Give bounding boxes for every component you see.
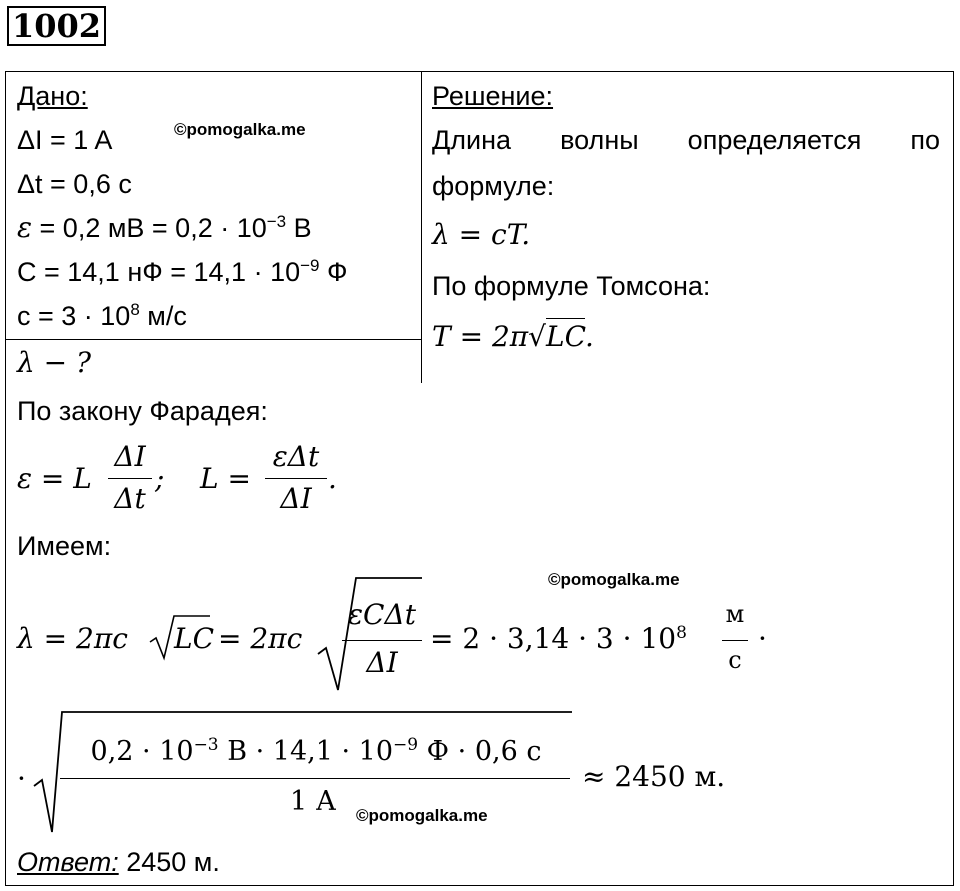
unit-numerator: м (725, 600, 745, 628)
emf-value: = 0,2 мВ = 0,2 · 10 (32, 213, 267, 243)
find-quantity: λ − ? (17, 346, 92, 379)
faraday-fraction-bar (108, 478, 152, 479)
thomson-left: T = 2π (432, 320, 529, 353)
big-eq-exponent: 8 (676, 623, 687, 643)
solution-header: Решение: (432, 81, 554, 111)
wavelength-formula: λ = cT. (432, 218, 531, 251)
row2-exponent-1: −3 (193, 735, 219, 755)
big-eq-numerator: εCΔt (348, 598, 416, 631)
light-speed-value: c = 3 · 10 (17, 301, 131, 331)
big-eq-left: λ = 2πc (17, 622, 128, 655)
emf-unit: В (286, 213, 312, 243)
given-emf (17, 212, 312, 244)
capacitance-exponent: −9 (300, 256, 320, 275)
row2-dot: · (17, 762, 26, 795)
given-current: ΔI = 1 A (17, 125, 113, 155)
given-time: Δt = 0,6 c (17, 169, 132, 199)
row2-fraction-bar (60, 778, 570, 779)
given-divider (5, 339, 422, 340)
light-speed-exponent: 8 (130, 300, 140, 319)
faraday-separator: ; (155, 462, 165, 495)
big-eq-fraction-bar (342, 640, 422, 641)
answer-value: 2450 м. (118, 847, 220, 877)
multiply-dot: · (758, 622, 767, 655)
faraday-denominator: Δt (114, 482, 146, 515)
inductance-denominator: ΔI (280, 482, 312, 515)
unit-denominator: с (728, 646, 742, 674)
column-divider (421, 71, 422, 383)
problem-number: 1002 (7, 6, 106, 46)
faraday-eq-left: ε = L (17, 462, 92, 495)
capacitance-value: C = 14,1 нФ = 14,1 · 10 (17, 257, 301, 287)
given-header: Дано: (17, 81, 88, 111)
row2-numerator (62, 736, 570, 767)
big-eq-radicand: LC (174, 622, 215, 655)
answer-label: Ответ: (17, 847, 119, 877)
inductance-fraction-bar (265, 478, 327, 479)
imeem-label: Имеем: (17, 531, 112, 561)
thomson-radicand: LC (546, 320, 586, 353)
big-eq-mid: = 2πc (218, 622, 303, 655)
solution-line-1: Длина волны определяется по (432, 125, 940, 155)
faraday-numerator: ΔI (114, 440, 146, 473)
big-eq-right (430, 622, 687, 655)
row2-result: ≈ 2450 м. (582, 760, 726, 793)
answer-line (17, 846, 220, 878)
row2-denominator: 1 А (290, 786, 337, 817)
given-capacitance (17, 256, 348, 288)
capacitance-unit: Ф (319, 257, 348, 287)
thomson-formula (432, 320, 594, 353)
given-light-speed (17, 300, 187, 332)
solution-line-3: По формуле Томсона: (432, 271, 711, 301)
solution-line-2: формуле: (432, 171, 555, 201)
row2-numerator-b: В · 14,1 · 10 (218, 736, 394, 767)
row2-numerator-c: Ф · 0,6 с (418, 736, 542, 767)
unit-fraction-bar (722, 640, 748, 641)
row2-numerator-a: 0,2 · 10 (90, 736, 194, 767)
sqrt-icon: √ (528, 320, 546, 353)
emf-symbol: ε (17, 211, 33, 244)
big-eq-denominator: ΔI (366, 646, 398, 679)
light-speed-unit: м/с (139, 301, 187, 331)
big-eq-right-value: = 2 · 3,14 · 3 · 10 (430, 622, 677, 655)
inductance-eq-left: L = (200, 462, 251, 495)
watermark-3: ©pomogalka.me (356, 806, 488, 825)
inductance-numerator: εΔt (272, 440, 320, 473)
faraday-title: По закону Фарадея: (17, 396, 268, 426)
watermark-2: ©pomogalka.me (548, 570, 680, 589)
inductance-end: . (328, 462, 337, 495)
row2-exponent-2: −9 (393, 735, 419, 755)
thomson-end: . (585, 320, 594, 353)
watermark-1: ©pomogalka.me (174, 120, 306, 139)
emf-exponent: −3 (266, 212, 287, 231)
